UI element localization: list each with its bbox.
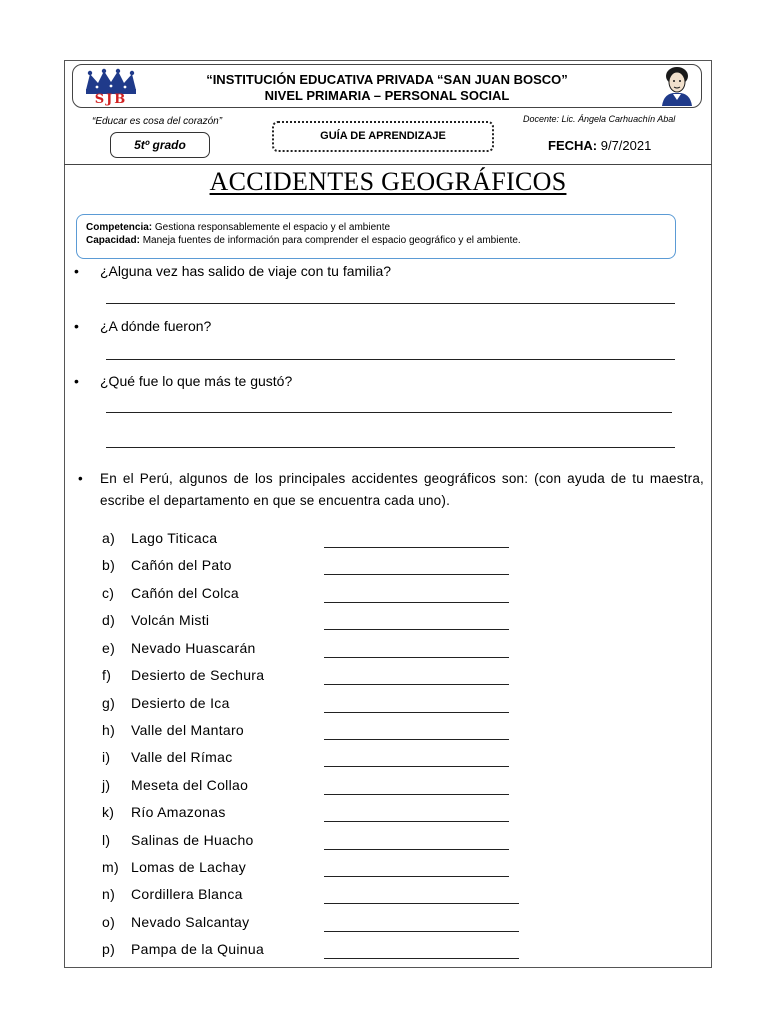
crown-icon <box>84 68 138 94</box>
bullet: • <box>74 373 79 389</box>
item-answer-line[interactable] <box>324 739 509 740</box>
list-item <box>102 557 232 573</box>
question-2 <box>74 318 211 334</box>
item-name: Cañón del Colca <box>131 585 240 601</box>
item-letter: l) <box>102 832 111 848</box>
item-letter: g) <box>102 695 116 711</box>
item-letter: i) <box>102 749 111 765</box>
item-name: Pampa de la Quinua <box>131 941 265 957</box>
item-letter: d) <box>102 612 116 628</box>
list-item <box>102 585 239 601</box>
answer-line-3b[interactable] <box>106 447 675 448</box>
grade-badge: 5tº grado <box>110 132 210 158</box>
don-bosco-portrait-icon <box>660 66 694 106</box>
list-item <box>102 886 243 902</box>
item-answer-line[interactable] <box>324 629 509 630</box>
answer-line-2[interactable] <box>106 359 675 360</box>
item-name: Lomas de Lachay <box>131 859 247 875</box>
list-item <box>102 749 233 765</box>
capacidad-line <box>86 235 521 246</box>
item-answer-line[interactable] <box>324 547 509 548</box>
list-item <box>102 695 230 711</box>
item-answer-line[interactable] <box>324 794 509 795</box>
question-1 <box>74 263 391 279</box>
logo-text: SJB <box>94 92 128 107</box>
item-name: Lago Titicaca <box>131 530 218 546</box>
item-letter: c) <box>102 585 115 601</box>
list-item <box>102 914 249 930</box>
item-name: Valle del Rímac <box>131 749 233 765</box>
bullet: • <box>74 318 79 334</box>
teacher-name: Docente: Lic. Ángela Carhuachín Abal <box>523 114 676 124</box>
item-answer-line[interactable] <box>324 712 509 713</box>
instruction-paragraph <box>78 468 704 512</box>
item-letter: k) <box>102 804 115 820</box>
item-name: Cordillera Blanca <box>131 886 243 902</box>
competencia-text: Gestiona responsablemente el espacio y el ambiente <box>154 222 391 233</box>
item-name: Volcán Misti <box>131 612 210 628</box>
institution-name: “INSTITUCIÓN EDUCATIVA PRIVADA “SAN JUAN BOSCO” <box>206 72 568 87</box>
list-item <box>102 667 264 683</box>
question-text: ¿Qué fue lo que más te gustó? <box>100 373 293 389</box>
item-name: Desierto de Ica <box>131 695 230 711</box>
item-answer-line[interactable] <box>324 958 519 959</box>
capacidad-label: Capacidad: <box>86 235 140 246</box>
item-name: Cañón del Pato <box>131 557 232 573</box>
answer-line-3a[interactable] <box>106 412 672 413</box>
item-answer-line[interactable] <box>324 766 509 767</box>
date-label: FECHA: <box>548 138 598 153</box>
list-item <box>102 530 217 546</box>
item-name: Salinas de Huacho <box>131 832 254 848</box>
item-letter: p) <box>102 941 116 957</box>
question-text: ¿Alguna vez has salido de viaje con tu familia? <box>100 263 392 279</box>
item-answer-line[interactable] <box>324 821 509 822</box>
item-answer-line[interactable] <box>324 903 519 904</box>
item-name: Meseta del Collao <box>131 777 249 793</box>
item-letter: f) <box>102 667 112 683</box>
question-3 <box>74 373 292 389</box>
item-name: Desierto de Sechura <box>131 667 265 683</box>
competencia-line <box>86 222 390 233</box>
bullet: • <box>74 263 79 279</box>
school-logo <box>80 68 142 108</box>
item-answer-line[interactable] <box>324 657 509 658</box>
question-text: ¿A dónde fueron? <box>100 318 212 334</box>
item-letter: a) <box>102 530 116 546</box>
header-divider <box>64 164 712 165</box>
list-item <box>102 640 256 656</box>
item-answer-line[interactable] <box>324 849 509 850</box>
date-field <box>548 138 651 153</box>
item-letter: o) <box>102 914 116 930</box>
page-title: ACCIDENTES GEOGRÁFICOS <box>209 167 567 196</box>
item-letter: n) <box>102 886 116 902</box>
list-item <box>102 804 226 820</box>
item-letter: j) <box>102 777 111 793</box>
school-motto: “Educar es cosa del corazón” <box>92 116 223 127</box>
capacidad-text: Maneja fuentes de información para comprender el espacio geográfico y el ambiente. <box>142 235 521 246</box>
instruction-text: En el Perú, algunos de los principales accidentes geográficos son: (con ayuda de tu maestra, escribe el departamento en que se encuentra cada uno). <box>100 471 704 508</box>
item-letter: m) <box>102 859 119 875</box>
item-answer-line[interactable] <box>324 574 509 575</box>
list-item <box>102 859 246 875</box>
item-name: Nevado Salcantay <box>131 914 250 930</box>
bullet: • <box>78 471 83 486</box>
item-name: Río Amazonas <box>131 804 226 820</box>
item-letter: h) <box>102 722 116 738</box>
date-value: 9/7/2021 <box>600 138 652 153</box>
item-name: Nevado Huascarán <box>131 640 256 656</box>
item-letter: e) <box>102 640 116 656</box>
item-letter: b) <box>102 557 116 573</box>
guide-title-box: GUÍA DE APRENDIZAJE <box>272 121 494 152</box>
item-answer-line[interactable] <box>324 602 509 603</box>
answer-line-1[interactable] <box>106 303 675 304</box>
competencia-label: Competencia: <box>86 222 153 233</box>
item-answer-line[interactable] <box>324 931 519 932</box>
item-answer-line[interactable] <box>324 684 509 685</box>
list-item <box>102 612 209 628</box>
list-item <box>102 777 248 793</box>
list-item <box>102 722 244 738</box>
item-answer-line[interactable] <box>324 876 509 877</box>
level-subject: NIVEL PRIMARIA – PERSONAL SOCIAL <box>264 88 510 103</box>
list-item <box>102 941 264 957</box>
list-item <box>102 832 254 848</box>
item-name: Valle del Mantaro <box>131 722 245 738</box>
